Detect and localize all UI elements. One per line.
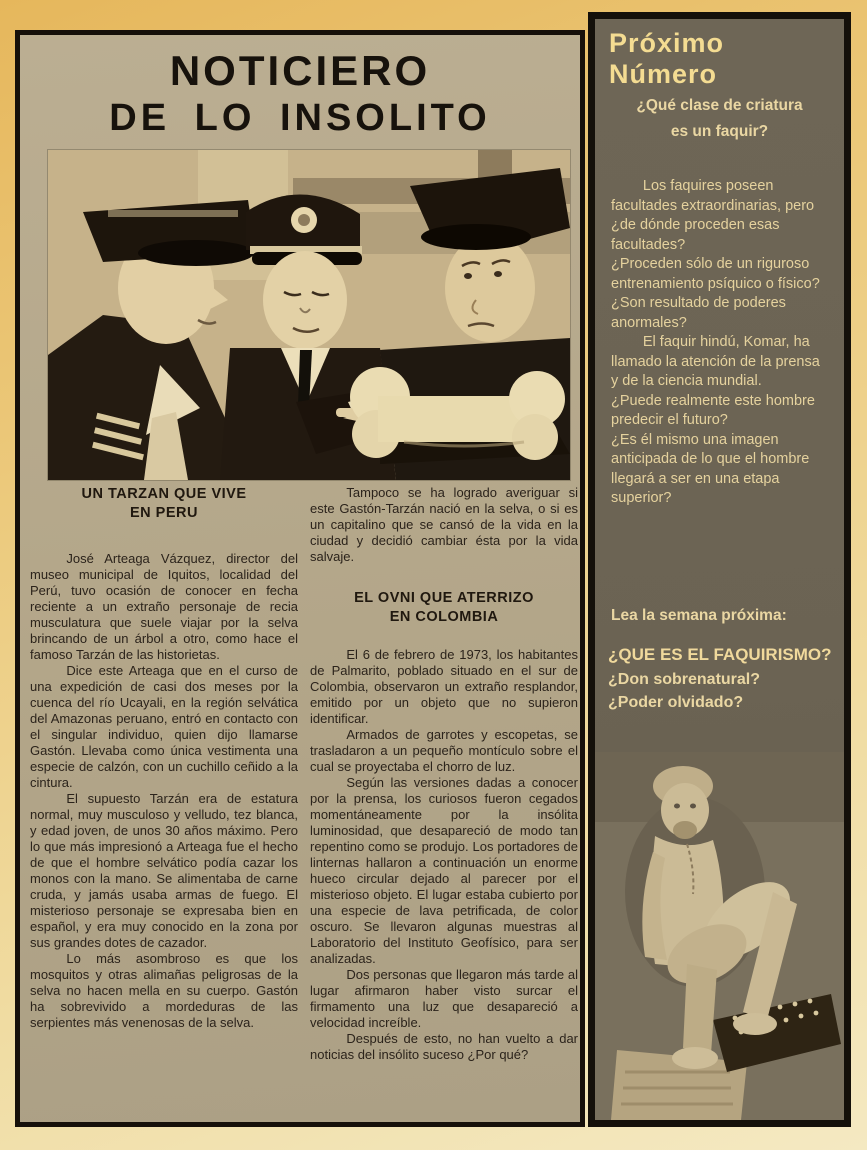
captains-photo-illustration (48, 150, 570, 480)
page-title-line2: DE LO INSOLITO (109, 97, 491, 139)
article-tarzan-paragraph: José Arteaga Vázquez, director del museo municipal de Iquitos, localidad del Perú, tuvo ocasión de conocer en fecha reciente a un extraño personaje de recia musculatura que suele viajar por la selva brincando de un árbol a otro, como hace el famoso Tarzán de las historietas. (30, 551, 298, 662)
next-issue-header: Próximo Número (609, 28, 725, 89)
next-issue-body (611, 177, 827, 509)
captains-examining-bone-photo (48, 150, 570, 480)
main-article-panel (15, 30, 585, 1127)
article-ovni-paragraph: El 6 de febrero de 1973, los habitantes de Palmarito, poblado situado en el sur de Colombia, observaron un extraño resplandor, emitido por un objeto que no supieron identificar. (310, 647, 578, 726)
article-tarzan-heading (30, 485, 298, 523)
next-issue-paragraph: Los faquires poseen facultades extraordinarias, pero ¿de dónde proceden esas facultades? (611, 178, 815, 253)
article-ovni-paragraph: Después de esto, no han vuelto a dar noticias del insólito suceso ¿Por qué? (310, 1031, 578, 1062)
next-issue-paragraph: ¿Proceden sólo de un riguroso entrenamiento psíquico o físico? ¿Son resultado de poderes anormales? (611, 256, 820, 331)
next-issue-promo-line2: ¿Don sobrenatural? (608, 671, 761, 688)
next-issue-intro (595, 93, 844, 145)
next-issue-paragraph: ¿Puede realmente este hombre predecir el futuro? (611, 392, 815, 428)
article-tarzan-paragraph: Lo más asombroso es que los mosquitos y otras alimañas peligrosas de la selva no hacen mella en su cuerpo. Gastón ha sobrevivido a mordeduras de las serpientes más venenosas de la selva. (30, 951, 298, 1030)
article-ovni-paragraph: Dos personas que llegaron más tarde al lugar afirmaron haber visto surcar el firmamento una luz que desapareció a velocidad increíble. (310, 967, 578, 1030)
next-issue-promo-line3: ¿Poder olvidado? (608, 694, 744, 711)
article-ovni-column (310, 485, 578, 1063)
page-title-line1: NOTICIERO (169, 47, 431, 94)
article-ovni-heading-line1: EL OVNI QUE ATERRIZO (354, 590, 534, 606)
next-issue-paragraph: ¿Es él mismo una imagen anticipada de lo que el hombre llegará a ser en una etapa superior? (611, 431, 810, 506)
article-ovni-heading-line2: EN COLOMBIA (389, 609, 499, 625)
next-issue-lead-in: Lea la semana próxima: (611, 607, 787, 624)
next-issue-paragraph: El faquir hindú, Komar, ha llamado la atención de la prensa y de la ciencia mundial. (611, 334, 820, 389)
article-ovni-paragraph: Según las versiones dadas a conocer por la prensa, los curiosos fueron cegados momentáneamente por la insólita luminosidad, que desapareció de modo tan repentino como se produjo. Los portadores de linternas hallaron a continuación un enorme hueco circular dejado al parecer por el misterioso objeto. El lugar estaba cubierto por una especie de lava petrificada, de color oscuro. Se llevaron algunas muestras al Laboratorio del Instituto Geofísico, para ser analizadas. (310, 775, 578, 966)
next-issue-promo-title: ¿QUE ES EL FAQUIRISMO? (608, 645, 832, 664)
article-tarzan-continuation: Tampoco se ha logrado averiguar si este Gastón-Tarzán nació en la selva, o si es un capitalino que se cansó de la vida en la ciudad y decidió cambiar ésta por la vida salvaje. (310, 485, 578, 564)
next-issue-intro-line2: es un faquir? (670, 123, 769, 140)
article-tarzan-paragraph: El supuesto Tarzán era de estatura normal, muy musculoso y velludo, tez blanca, y edad joven, de unos 30 años máximo. Pero lo que más impresionó a Arteaga fue el hecho de que el hombre selvático podía cazar los monos con la mano. Se alimentaba de carne cruda, y jamás usaba armas de fuego. El misterioso personaje se expresaba bien en español, y era muy conocido en la zona por sus grandes dotes de cazador. (30, 791, 298, 950)
article-tarzan-heading-line1: UN TARZAN QUE VIVE (81, 486, 247, 502)
article-tarzan-heading-line2: EN PERU (130, 505, 198, 521)
article-ovni-paragraph: Armados de garrotes y escopetas, se trasladaron a un pequeño montículo sobre el cual se proyectaba el chorro de luz. (310, 727, 578, 774)
article-tarzan-column (30, 485, 298, 1031)
fakir-statue-illustration (595, 752, 844, 1120)
fakir-statue-photo (595, 752, 844, 1120)
next-issue-intro-line1: ¿Qué clase de criatura (636, 97, 803, 114)
article-ovni-heading (310, 589, 578, 627)
article-tarzan-paragraph: Dice este Arteaga que en el curso de una expedición de casi dos meses por la cuenca del río Ucayali, en la región selvática del Amazonas peruano, entró en contacto con el singular individuo, quien dijo llamarse Gastón. Llevaba como única vestimenta una especie de calzón, con un cuchillo ceñido a la cintura. (30, 663, 298, 790)
next-issue-sidebar (588, 12, 851, 1127)
